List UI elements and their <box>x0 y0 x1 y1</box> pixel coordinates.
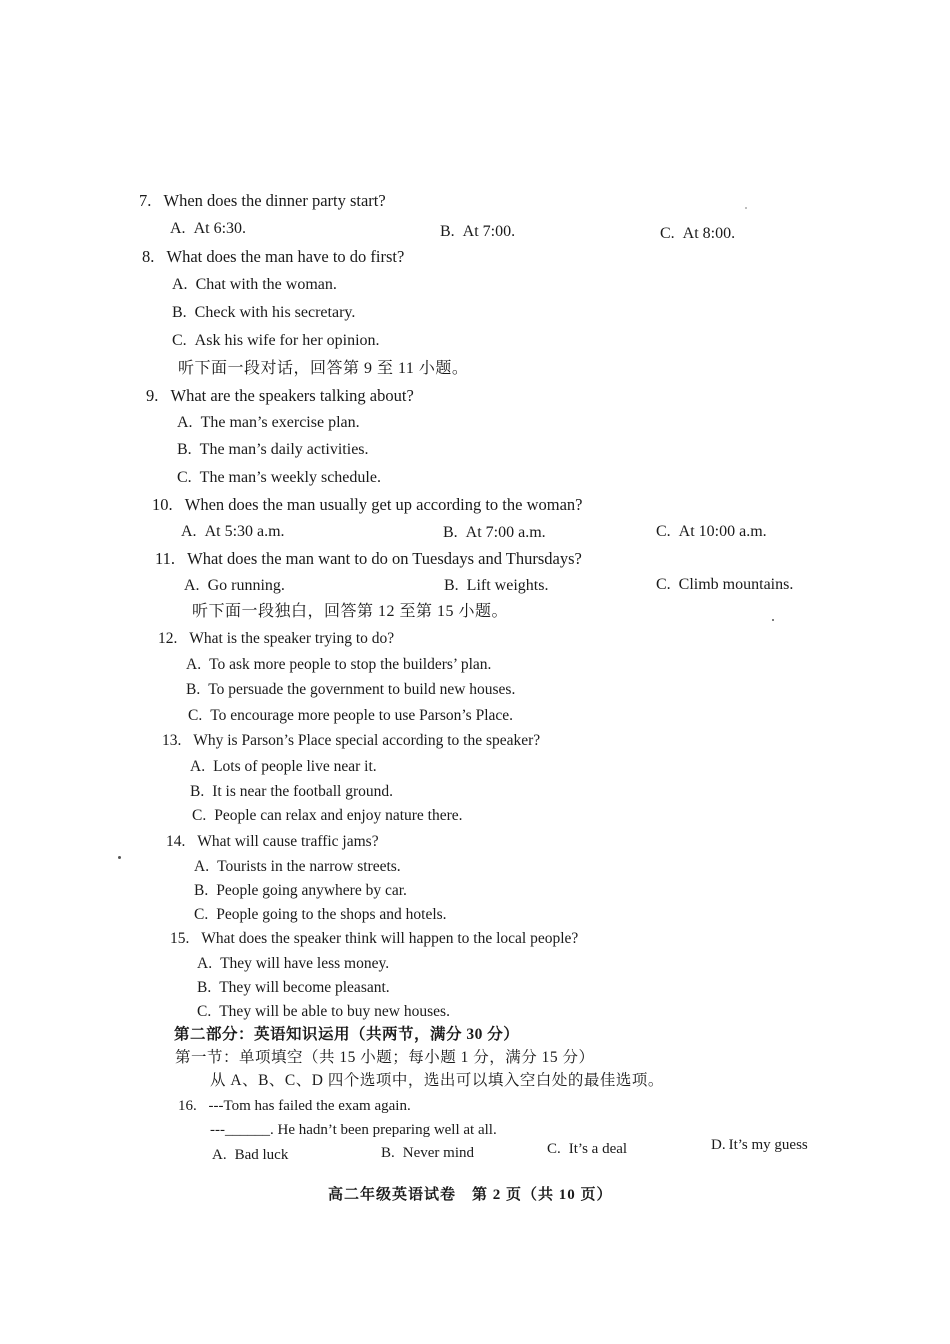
option-13a: A. Lots of people live near it. <box>190 758 377 775</box>
option-10c: C. At 10:00 a.m. <box>656 523 767 540</box>
option-16c: C. It’s a deal <box>547 1141 628 1157</box>
instruction-12-15: 听下面一段独白，回答第 12 至第 15 小题。 <box>192 603 509 620</box>
option-16a: A. Bad luck <box>212 1147 289 1163</box>
option-8a: A. Chat with the woman. <box>172 276 337 293</box>
question-text: What does the speaker think will happen to the local people? <box>201 930 579 947</box>
part2-title: 第二部分：英语知识运用（共两节，满分 30 分） <box>174 1026 520 1043</box>
option-14a: A. Tourists in the narrow streets. <box>194 858 401 875</box>
question-text: Why is Parson’s Place special according to the speaker? <box>193 732 541 749</box>
question-text: ---Tom has failed the exam again. <box>208 1098 411 1114</box>
option-9c: C. The man’s weekly schedule. <box>177 469 381 486</box>
question-text: When does the man usually get up according to the woman? <box>184 495 583 514</box>
question-12 <box>158 629 394 649</box>
option-9b: B. The man’s daily activities. <box>177 441 369 458</box>
option-11b: B. Lift weights. <box>444 577 549 594</box>
question-number: 14. <box>166 833 186 850</box>
question-number: 13. <box>162 732 182 749</box>
page-footer: 高二年级英语试卷 第 2 页（共 10 页） <box>328 1187 613 1203</box>
question-number: 8. <box>142 247 155 266</box>
option-16d: D. It’s my guess <box>711 1137 808 1153</box>
scan-speck <box>118 856 121 859</box>
question-16 <box>178 1096 411 1116</box>
question-text: When does the dinner party start? <box>163 191 386 210</box>
question-number: 7. <box>139 191 152 210</box>
question-number: 9. <box>146 386 159 405</box>
question-7 <box>139 191 386 211</box>
scan-speck <box>745 207 747 209</box>
option-12a: A. To ask more people to stop the builders’ plan. <box>186 656 492 673</box>
option-8c: C. Ask his wife for her opinion. <box>172 332 380 349</box>
question-number: 12. <box>158 630 178 647</box>
question-16-reply: ---______. He hadn’t been preparing well at all. <box>210 1122 497 1138</box>
option-7a: A. At 6:30. <box>170 220 247 237</box>
option-7c: C. At 8:00. <box>660 225 736 242</box>
question-14 <box>166 832 379 852</box>
question-text: What are the speakers talking about? <box>170 386 414 405</box>
question-9 <box>146 386 414 406</box>
option-12b: B. To persuade the government to build new houses. <box>186 681 516 698</box>
option-13b: B. It is near the football ground. <box>190 783 394 800</box>
option-15c: C. They will be able to buy new houses. <box>197 1003 450 1020</box>
question-text: What will cause traffic jams? <box>197 833 379 850</box>
question-number: 15. <box>170 930 190 947</box>
option-13c: C. People can relax and enjoy nature there. <box>192 807 463 824</box>
option-11c: C. Climb mountains. <box>656 576 794 593</box>
question-13 <box>162 731 540 751</box>
question-number: 10. <box>152 495 173 514</box>
option-16b: B. Never mind <box>381 1145 474 1161</box>
option-15a: A. They will have less money. <box>197 955 390 972</box>
option-11a: A. Go running. <box>184 577 285 594</box>
question-number: 16. <box>178 1098 197 1114</box>
option-14c: C. People going to the shops and hotels. <box>194 906 447 923</box>
section1-title: 第一节：单项填空（共 15 小题；每小题 1 分，满分 15 分） <box>175 1049 595 1066</box>
option-10a: A. At 5:30 a.m. <box>181 523 285 540</box>
instruction-9-11: 听下面一段对话，回答第 9 至 11 小题。 <box>178 360 469 377</box>
question-text: What is the speaker trying to do? <box>189 630 395 647</box>
option-8b: B. Check with his secretary. <box>172 304 356 321</box>
option-12c: C. To encourage more people to use Parson’s Place. <box>188 707 514 724</box>
option-9a: A. The man’s exercise plan. <box>177 414 360 431</box>
option-14b: B. People going anywhere by car. <box>194 882 407 899</box>
question-number: 11. <box>155 549 176 568</box>
option-10b: B. At 7:00 a.m. <box>443 524 546 541</box>
option-15b: B. They will become pleasant. <box>197 979 390 996</box>
question-11 <box>155 549 582 569</box>
option-7b: B. At 7:00. <box>440 223 516 240</box>
question-8 <box>142 247 404 267</box>
question-text: What does the man have to do first? <box>166 247 405 266</box>
section1-instruction: 从 A、B、C、D 四个选项中，选出可以填入空白处的最佳选项。 <box>210 1072 664 1089</box>
question-10 <box>152 495 582 515</box>
question-15 <box>170 929 578 949</box>
scan-speck <box>772 619 774 621</box>
question-text: What does the man want to do on Tuesdays and Thursdays? <box>187 549 582 568</box>
